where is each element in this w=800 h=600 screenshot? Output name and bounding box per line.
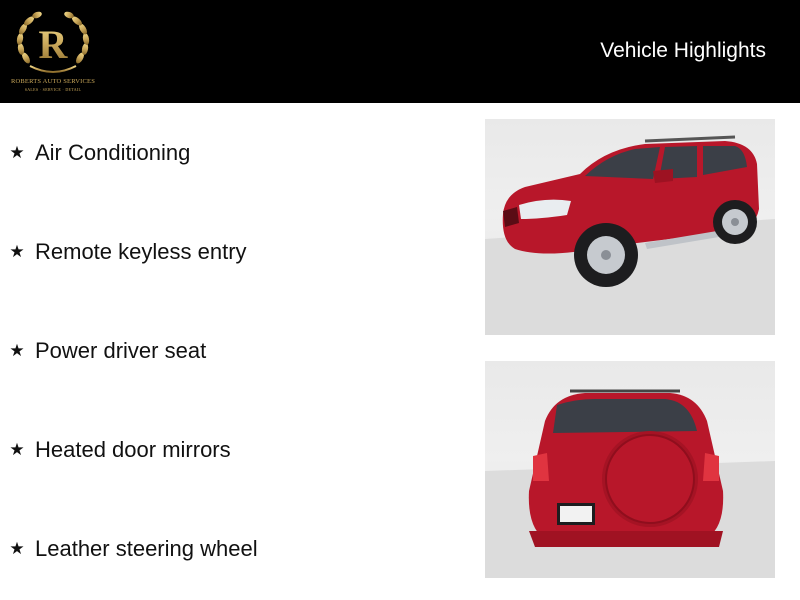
feature-label: Heated door mirrors	[35, 437, 231, 462]
feature-label: Remote keyless entry	[35, 239, 247, 264]
feature-label: Air Conditioning	[35, 140, 191, 165]
vehicle-photo-rear[interactable]	[485, 361, 775, 578]
star-icon: ★	[9, 341, 25, 360]
dealer-logo[interactable]	[8, 6, 98, 94]
star-icon: ★	[9, 440, 25, 459]
star-icon: ★	[9, 143, 25, 162]
feature-label: Power driver seat	[35, 338, 207, 363]
header-bar	[0, 0, 800, 103]
logo-dealer-name: ROBERTS AUTO SERVICES	[10, 78, 96, 85]
feature-item	[8, 534, 258, 564]
feature-item	[8, 435, 231, 465]
vehicle-photo-front[interactable]	[485, 119, 775, 335]
star-icon: ★	[9, 242, 25, 261]
svg-text:R: R	[38, 22, 68, 67]
feature-item	[8, 138, 190, 168]
feature-list	[0, 103, 470, 600]
star-icon: ★	[9, 539, 25, 558]
page-title: Vehicle Highlights	[600, 39, 766, 62]
feature-item	[8, 237, 247, 267]
feature-item	[8, 336, 206, 366]
feature-label: Leather steering wheel	[35, 536, 258, 561]
logo-tagline: SALES · SERVICE · DETAIL	[24, 87, 82, 92]
